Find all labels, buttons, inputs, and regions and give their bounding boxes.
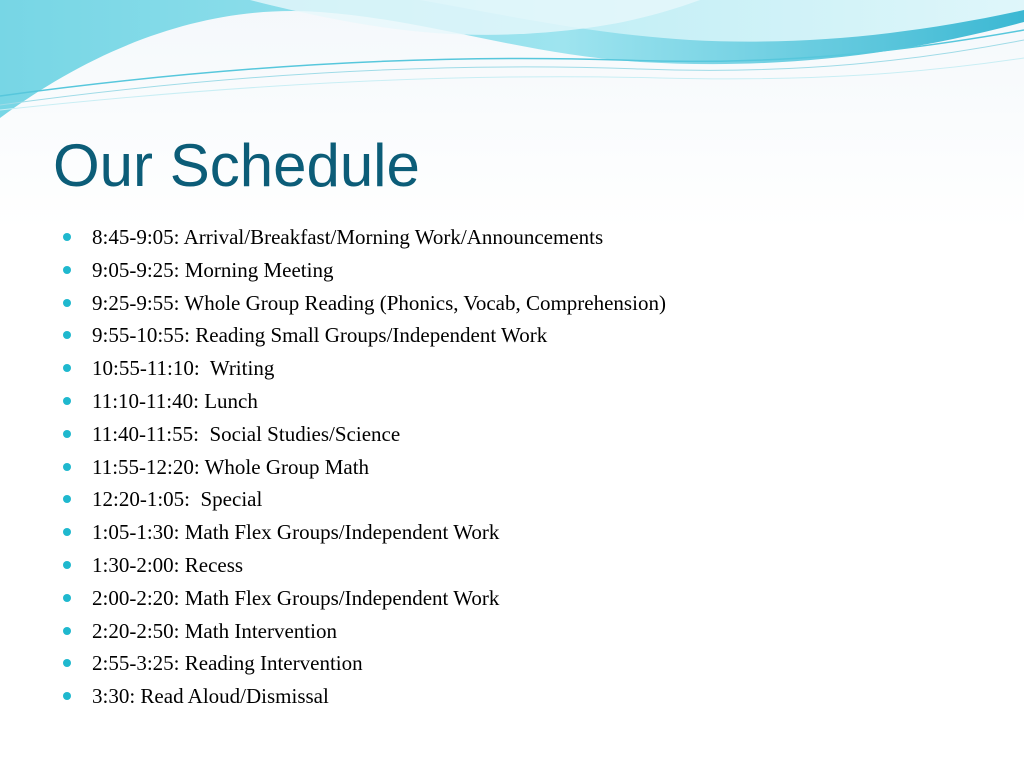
- circle-bullet-icon: [63, 397, 71, 405]
- circle-bullet-icon: [63, 692, 71, 700]
- schedule-item-text: 2:00-2:20: Math Flex Groups/Independent Work: [92, 585, 500, 610]
- schedule-item-text: 10:55-11:10: Writing: [92, 356, 275, 381]
- schedule-item-text: 8:45-9:05: Arrival/Breakfast/Morning Work/Announcements: [92, 225, 604, 249]
- schedule-item-text: 2:55-3:25: Reading Intervention: [92, 651, 363, 676]
- schedule-item: [60, 582, 960, 615]
- schedule-item-text: 3:30: Read Aloud/Dismissal: [92, 684, 329, 709]
- slide-title: Our Schedule: [53, 132, 420, 199]
- schedule-item: [60, 680, 960, 713]
- schedule-item-text: 11:55-12:20: Whole Group Math: [92, 454, 370, 479]
- wave-decoration: [0, 0, 1024, 130]
- schedule-item: [60, 516, 960, 549]
- schedule-item: [60, 385, 960, 418]
- schedule-item: [60, 319, 960, 352]
- schedule-item-text: 1:30-2:00: Recess: [92, 552, 244, 577]
- circle-bullet-icon: [63, 233, 71, 241]
- circle-bullet-icon: [63, 463, 71, 471]
- schedule-item-text: 12:20-1:05: Special: [92, 487, 263, 512]
- schedule-item: [60, 549, 960, 582]
- schedule-item-text: 11:10-11:40: Lunch: [92, 388, 258, 413]
- schedule-list: [60, 221, 960, 713]
- schedule-item: [60, 352, 960, 385]
- schedule-item-text: 9:25-9:55: Whole Group Reading (Phonics, Vocab, Comprehension): [92, 290, 666, 315]
- circle-bullet-icon: [63, 430, 71, 438]
- circle-bullet-icon: [63, 495, 71, 503]
- circle-bullet-icon: [63, 331, 71, 339]
- circle-bullet-icon: [63, 528, 71, 536]
- schedule-item-text: 9:55-10:55: Reading Small Groups/Independent Work: [92, 323, 548, 348]
- schedule-item: [60, 451, 960, 484]
- schedule-item: [60, 615, 960, 648]
- schedule-item-text: 1:05-1:30: Math Flex Groups/Independent Work: [92, 520, 500, 545]
- circle-bullet-icon: [63, 627, 71, 635]
- schedule-item-text: 11:40-11:55: Social Studies/Science: [92, 421, 401, 446]
- wave-line-3: [0, 58, 1024, 110]
- schedule-item: [60, 647, 960, 680]
- schedule-item: [60, 483, 960, 516]
- schedule-item: [60, 287, 960, 320]
- circle-bullet-icon: [63, 561, 71, 569]
- circle-bullet-icon: [63, 266, 71, 274]
- schedule-item-text: 9:05-9:25: Morning Meeting: [92, 257, 334, 282]
- circle-bullet-icon: [63, 364, 71, 372]
- circle-bullet-icon: [63, 594, 71, 602]
- schedule-item-text: 2:20-2:50: Math Intervention: [92, 618, 337, 643]
- circle-bullet-icon: [63, 659, 71, 667]
- schedule-item: [60, 418, 960, 451]
- schedule-item: [60, 254, 960, 287]
- circle-bullet-icon: [63, 299, 71, 307]
- schedule-item: [60, 221, 960, 254]
